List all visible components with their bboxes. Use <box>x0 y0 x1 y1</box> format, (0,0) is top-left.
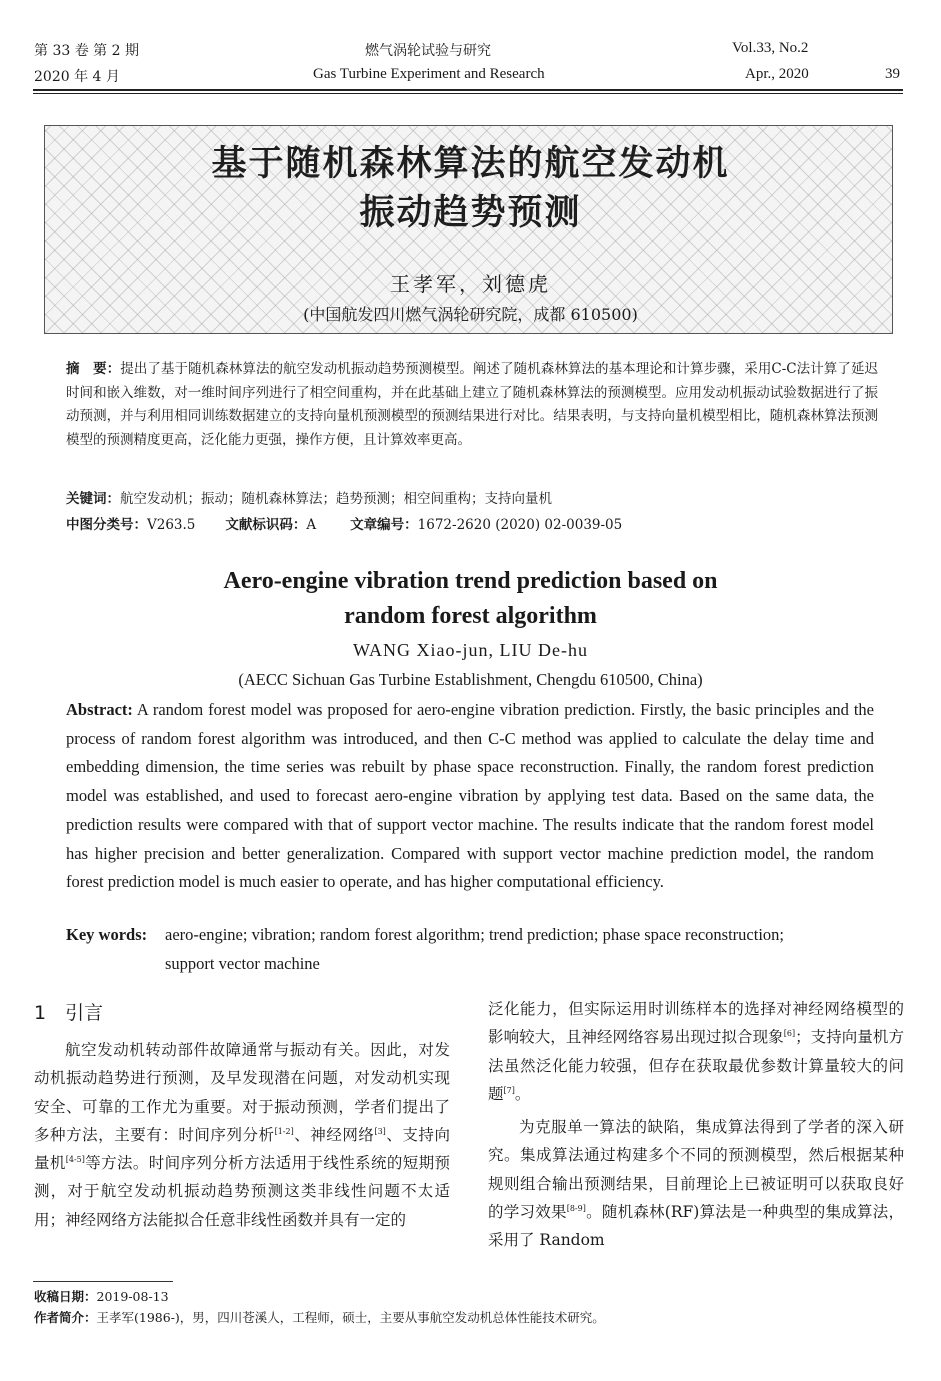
cn-abstract <box>66 358 878 452</box>
citation: [4-5] <box>65 1155 85 1165</box>
en-title-line1: Aero-engine vibration trend prediction based on <box>223 568 718 594</box>
cn-title-line1: 基于随机森林算法的航空发动机 <box>211 144 730 184</box>
header-journal-en: Gas Turbine Experiment and Research <box>313 66 545 82</box>
received-label: 收稿日期： <box>34 1289 97 1304</box>
text-run: 、支持向量机 <box>34 1125 450 1173</box>
text-run: 。随机森林(RF)算法是一种典型的集成算法，采用了 Random <box>488 1203 904 1250</box>
en-authors: WANG Xiao-jun, LIU De-hu <box>353 640 588 660</box>
en-keywords-line2: support vector machine <box>165 954 320 973</box>
section-heading: 1 引言 <box>34 1002 104 1024</box>
cn-title-line2: 振动趋势预测 <box>359 193 582 233</box>
clc-value: V263.5 <box>147 517 196 533</box>
clc-label: 中图分类号： <box>66 517 147 533</box>
author-bio <box>34 1308 605 1326</box>
en-title-line2: random forest algorithm <box>344 603 597 629</box>
header-date-cn: 2020 年 4 月 <box>34 69 120 85</box>
citation: [7] <box>503 1085 515 1095</box>
cn-abstract-text: 提出了基于随机森林算法的航空发动机振动趋势预测模型。阐述了随机森林算法的基本理论和计算步骤，采用C-C法计算了延迟时间和嵌入维数，对一维时间序列进行了相空间重构，并在此基础上建立了随机森林算法的预测模型。应用发动机振动试验数据进行了振动预测，并与利用相同训练数据建立的支持向量机预测模型的预测结果进行对比。结果表明，与支持向量机模型相比，随机森林算法预测模型的预测精度更高，泛化能力更强，操作方便，且计算效率更高。 <box>66 361 879 448</box>
cn-keywords-text: 航空发动机；振动；随机森林算法；趋势预测；相空间重构；支持向量机 <box>120 491 552 507</box>
header-vol-no-en: Vol.33, No.2 <box>732 40 809 56</box>
en-affiliation: (AECC Sichuan Gas Turbine Establishment, Chengdu 610500, China) <box>238 670 703 689</box>
citation: [3] <box>374 1126 386 1136</box>
received-date <box>34 1287 169 1305</box>
article-no-value: 1672-2620 (2020) 02-0039-05 <box>417 517 623 533</box>
left-column <box>34 1036 450 1234</box>
header-journal-cn: 燃气涡轮试验与研究 <box>365 43 491 59</box>
author-bio-label: 作者简介： <box>34 1310 97 1325</box>
text-run: 航空发动机转动部件故障通常与振动有关。因此，对发动机振动趋势进行预测，及早发现潜在问题，对发动机实现安全、可靠的工作尤为重要。对于振动预测，学者们提出了多种方法，主要有：时间序列分析 <box>34 1041 450 1144</box>
cn-authors: 王孝军，刘德虎 <box>390 272 551 296</box>
article-no-label: 文章编号： <box>350 517 418 533</box>
right-paragraph-2 <box>488 1113 904 1254</box>
text-run: 。 <box>514 1084 531 1103</box>
cn-keywords-label: 关键词： <box>66 491 120 507</box>
text-run: ；支持向量机方法虽然泛化能力较强，但存在获取最优参数计算量较大的问题 <box>488 1028 904 1103</box>
doc-code-label: 文献标识码： <box>225 517 307 533</box>
cn-abstract-label: 摘 要： <box>66 361 121 377</box>
page-number: 39 <box>885 66 900 82</box>
text-run: 、神经网络 <box>293 1125 375 1144</box>
text-run: 泛化能力，但实际运用时训练样本的选择对神经网络模型的影响较大，且神经网络容易出现过拟合现象 <box>488 1000 904 1047</box>
en-keywords-label: Key words: <box>66 925 148 944</box>
en-abstract-label: Abstract: <box>66 700 133 719</box>
header-rule-thick <box>33 89 903 91</box>
cn-affiliation: (中国航发四川燃气涡轮研究院，成都 610500) <box>303 305 638 324</box>
received-value: 2019-08-13 <box>96 1289 169 1304</box>
en-keywords-line1: aero-engine; vibration; random forest algorithm; trend prediction; phase space reconstruction; <box>165 925 784 944</box>
en-abstract-text: A random forest model was proposed for aero-engine vibration prediction. Firstly, the basic principles and the process of random forest algorithm was introduced, and then C-C method was applied to calculate the delay time and embedding dimension, the time series was rebuilt by phase space reconstruction. Finally, the random forest prediction model was established, and used to forecast aero-engine vibration by applying test data. Based on the same data, the prediction results were compared with that of support vector machine. The results indicate that the random forest model has higher precision and better generalization. Compared with support vector machine prediction model, the random forest prediction model is much easier to operate, and has higher computational efficiency. <box>66 700 874 892</box>
left-paragraph <box>34 1036 450 1234</box>
citation: [1-2] <box>274 1126 294 1136</box>
header-rule-thin <box>33 93 903 94</box>
author-bio-value: 王孝军(1986-)，男，四川苍溪人，工程师，硕士，主要从事航空发动机总体性能技术研究。 <box>96 1310 605 1325</box>
text-run: 为克服单一算法的缺陷，集成算法得到了学者的深入研究。集成算法通过构建多个不同的预测模型，然后根据某种规则组合输出预测结果，目前理论上已被证明可以获取良好的学习效果 <box>488 1118 904 1222</box>
header-date-en: Apr., 2020 <box>745 66 809 82</box>
right-paragraph-1 <box>488 995 904 1108</box>
citation: [8-9] <box>566 1204 586 1214</box>
citation: [6] <box>783 1029 796 1039</box>
right-column <box>488 995 904 1255</box>
text-run: 等方法。时间序列分析方法适用于线性系统的短期预测，对于航空发动机振动趋势预测这类非线性问题不太适用；神经网络方法能拟合任意非线性函数并具有一定的 <box>34 1154 450 1229</box>
header-volume-issue: 第 33 卷 第 2 期 <box>34 43 139 59</box>
cn-classification-line <box>66 513 622 533</box>
doc-code-value: A <box>306 517 317 533</box>
cn-keywords <box>66 487 552 507</box>
en-abstract <box>66 696 874 897</box>
footnote-rule <box>33 1281 173 1282</box>
